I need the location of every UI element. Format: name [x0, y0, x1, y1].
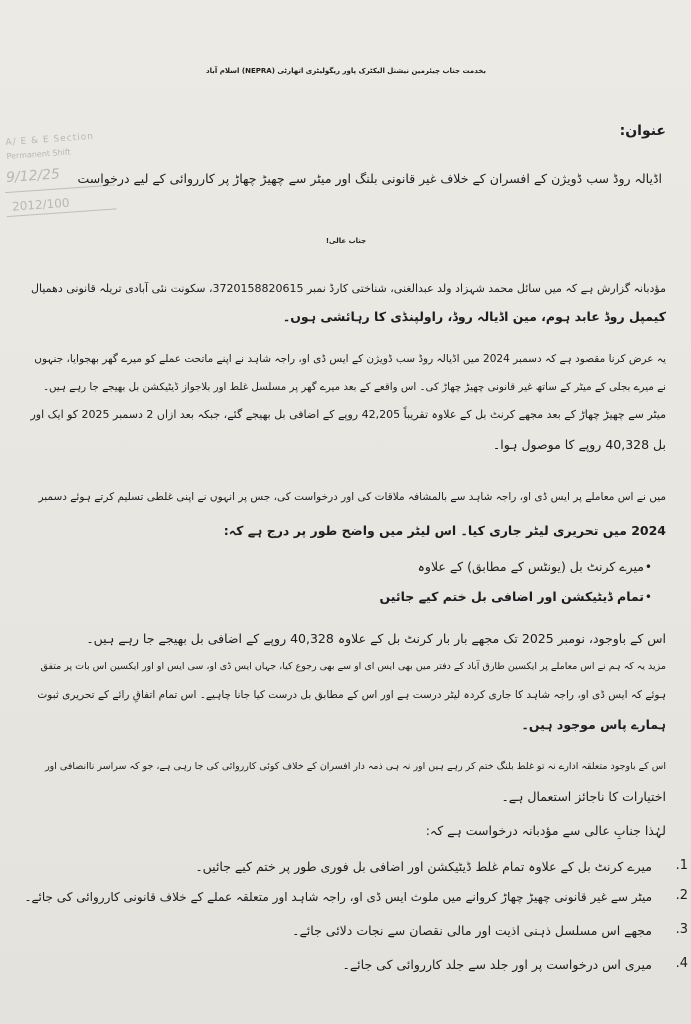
paragraph-2-line-2: نے میرے بجلی کے میٹر کے ساتھ غیر قانونی چھیڑ چھاڑ کی۔ اس واقعے کے بعد میرے گھر پر مسلسل غلط اور بلاجواز ڈیٹیکشن بل بھیجے جا رہے ہیں۔	[42, 381, 666, 393]
paragraph-5-line-2: ہوئے کہ ایس ڈی او، راجہ شاہد کا جاری کردہ لیٹر درست ہے اور اس کے مطابق بل درست کیا جانا چاہیے۔ اس تمام اتفاقِ رائے کے تحریری ثبوت	[37, 689, 666, 701]
request-item-2: میٹر سے غیر قانونی چھیڑ چھاڑ کروانے میں ملوث ایس ڈی او، راجہ شاہد اور متعلقہ عملے کے خلاف قانونی کارروائی کی جائے۔	[24, 890, 652, 904]
paragraph-5-line-1: مزید یہ کہ ہم نے اس معاملے پر ایکسین طارق آباد کے دفتر میں بھی ایس ای او سے بھی رجوع کیا، جہاں ایس ڈی او، سی ایس او اور ایکسین اس بات پر متفق	[40, 661, 666, 672]
bullet-dot-icon: •	[644, 590, 652, 604]
stamp-number: 2012/100	[11, 195, 70, 214]
paragraph-2-line-4: بل 40,328 روپے کا موصول ہوا۔	[492, 437, 666, 452]
paragraph-3-line-2: 2024 میں تحریری لیٹر جاری کیا۔ اس لیٹر میں واضح طور پر درج ہے کہ:	[223, 523, 666, 538]
bullet-item-2: تمام ڈیٹیکشن اور اضافی بل ختم کیے جائیں	[379, 589, 644, 604]
stamp-line-1: A/ E & E Section	[5, 131, 95, 148]
paragraph-3-line-1: میں نے اس معاملے پر ایس ڈی او، راجہ شاہد سے بالمشافہ ملاقات کی اور درخواست کی، جس پر انہوں نے اپنی غلطی تسلیم کرتے ہوئے دسمبر	[38, 491, 666, 503]
salutation: جناب عالی!	[325, 237, 367, 245]
stamp-date: 9/12/25	[5, 166, 61, 187]
paragraph-1-line-1: مؤدبانہ گزارش ہے کہ میں سائل محمد شہزاد ولد عبدالغنی، شناختی کارڈ نمبر 3720158820615، سکونت نئی آبادی تریلہ قانونی دھمیال	[31, 282, 666, 295]
request-item-1: میرے کرنٹ بل کے علاوہ تمام غلط ڈیٹیکشن اور اضافی بل فوری طور پر ختم کیے جائیں۔	[195, 859, 652, 874]
paragraph-2-line-1: یہ عرض کرنا مقصود ہے کہ دسمبر 2024 میں اڈیالہ روڈ سب ڈویژن کے ایس ڈی او، راجہ شاہد نے اپنے ماتحت عملے کو میرے گھر بھجوایا، جنہوں	[34, 353, 666, 365]
request-number-4: 4.	[675, 956, 688, 971]
paragraph-2-line-3: میٹر سے چھیڑ چھاڑ کے بعد مجھے کرنٹ بل کے علاوہ تقریباً 42,205 روپے کے اضافی بل بھیجے گئے، جبکہ بعد ازاں 2 دسمبر 2025 کو ایک اور	[30, 408, 666, 421]
stamp-line-2: Permanent Shift	[6, 147, 71, 161]
bullet-dot-icon: •	[644, 560, 652, 574]
paragraph-1-line-2: کیمپل روڈ عابد ہوم، مین اڈیالہ روڈ، راولپنڈی کا رہائشی ہوں۔	[282, 309, 666, 324]
paragraph-7-line-1: لہٰذا جنابِ عالی سے مؤدبانہ درخواست ہے کہ:	[425, 823, 666, 838]
request-item-3: مجھے اس مسلسل ذہنی اذیت اور مالی نقصان سے نجات دلائی جائے۔	[292, 923, 652, 938]
subject-label: عنوان:	[619, 123, 666, 139]
request-number-1: 1.	[675, 858, 688, 873]
paragraph-4-line-1: اس کے باوجود، نومبر 2025 تک مجھے بار بار کرنٹ بل کے علاوہ 40,328 روپے کے اضافی بل بھیجے جا رہے ہیں۔	[86, 631, 666, 646]
subject-text: اڈیالہ روڈ سب ڈویژن کے افسران کے خلاف غیر قانونی بلنگ اور میٹر سے چھیڑ چھاڑ پر کارروائی کے لیے درخواست	[77, 171, 662, 186]
paragraph-6-line-2: اختیارات کا ناجائز استعمال ہے۔	[501, 789, 666, 804]
request-number-2: 2.	[675, 888, 688, 903]
letter-title: بخدمت جناب چیئرمین نیشنل الیکٹرک پاور ریگولیٹری اتھارٹی (NEPRA) اسلام آباد	[206, 67, 486, 75]
request-number-3: 3.	[675, 922, 688, 937]
paragraph-6-line-1: اس کے باوجود متعلقہ ادارے نہ تو غلط بلنگ ختم کر رہے ہیں اور نہ ہی ذمہ دار افسران کے خلاف کوئی کارروائی کی جا رہی ہے، جو کہ سراسر ناانصافی اور	[45, 761, 666, 772]
request-item-4: میری اس درخواست پر اور جلد سے جلد کارروائی کی جائے۔	[342, 957, 652, 972]
bullet-item-1: میرے کرنٹ بل (یونٹس کے مطابق) کے علاوہ	[417, 559, 644, 574]
paragraph-5-line-3: ہمارے پاس موجود ہیں۔	[521, 717, 666, 732]
